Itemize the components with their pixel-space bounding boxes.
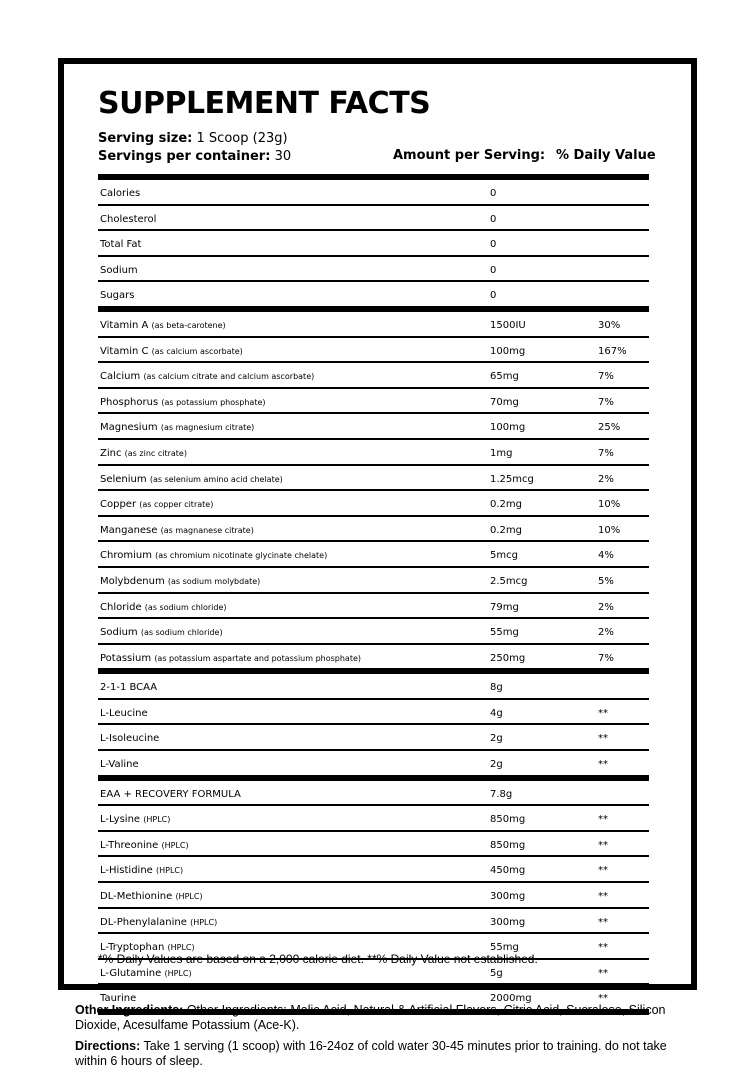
nutrient-name	[100, 891, 203, 902]
nutrient-label: L-Threonine	[100, 839, 159, 851]
table-row	[98, 883, 649, 909]
nutrient-source: (as sodium molybdate)	[167, 576, 261, 586]
nutrient-name	[100, 214, 156, 225]
table-row	[98, 338, 649, 364]
nutrient-name	[100, 627, 223, 638]
directions-label: Directions:	[75, 1039, 141, 1053]
nutrient-label: Sugars	[100, 290, 135, 302]
nutrient-label: L-Valine	[100, 759, 139, 771]
nutrient-amount: 850mg	[490, 814, 526, 826]
nutrient-amount: 100mg	[490, 422, 526, 434]
nutrient-label: Manganese	[100, 524, 158, 536]
nutrient-label: Chromium	[100, 550, 152, 562]
nutrient-source: (HPLC)	[190, 917, 218, 927]
nutrient-source: (as sodium chloride)	[140, 628, 223, 638]
other-ingredients	[75, 1003, 675, 1033]
nutrient-name	[100, 397, 266, 408]
nutrient-daily-value: 2%	[598, 627, 614, 639]
nutrient-daily-value: 7%	[598, 396, 614, 408]
table-row	[98, 491, 649, 517]
nutrient-daily-value: 5%	[598, 575, 614, 587]
table-row	[98, 282, 649, 312]
nutrient-amount: 0	[490, 188, 497, 199]
nutrient-name	[100, 917, 217, 928]
nutrient-amount: 0	[490, 213, 497, 225]
table-row	[98, 725, 649, 751]
nutrient-source: (as calcium citrate and calcium ascorbate)	[143, 372, 315, 382]
nutrient-daily-value: 25%	[598, 422, 621, 434]
nutrient-amount: 4g	[490, 707, 503, 719]
nutrient-name	[100, 188, 140, 199]
nutrient-daily-value: 167%	[598, 345, 627, 357]
nutrient-label: Phosphorus	[100, 396, 159, 408]
nutrient-amount: 5g	[490, 967, 503, 979]
nutrient-source: (HPLC)	[164, 968, 192, 978]
nutrient-label: Taurine	[100, 993, 137, 1005]
nutrient-label: L-Leucine	[100, 707, 148, 719]
nutrient-source: (HPLC)	[175, 892, 203, 902]
table-row	[98, 645, 649, 675]
nutrient-source: (as potassium phosphate)	[161, 397, 266, 407]
nutrient-source: (as copper citrate)	[139, 500, 214, 510]
nutrient-name	[100, 733, 159, 744]
daily-value-column-header: % Daily Value	[556, 148, 656, 163]
nutrient-amount: 8g	[490, 682, 503, 694]
nutrient-label: 2-1-1 BCAA	[100, 682, 158, 694]
nutrient-amount: 1500IU	[490, 319, 526, 331]
nutrient-label: Sodium	[100, 264, 138, 276]
table-row	[98, 312, 649, 338]
nutrient-source: (as sodium chloride)	[144, 602, 227, 612]
nutrient-amount: 2000mg	[490, 993, 532, 1005]
nutrient-amount: 2g	[490, 733, 503, 745]
table-row	[98, 466, 649, 492]
nutrient-name	[100, 789, 241, 800]
serving-size-value: 1 Scoop (23g)	[196, 131, 288, 146]
nutrient-amount: 450mg	[490, 865, 526, 877]
nutrient-label: Vitamin A	[100, 319, 149, 331]
nutrient-daily-value: **	[598, 759, 608, 771]
nutrient-amount: 2.5mcg	[490, 575, 528, 587]
nutrient-label: Selenium	[100, 473, 147, 485]
nutrient-amount: 70mg	[490, 396, 519, 408]
nutrient-daily-value: **	[598, 942, 608, 954]
table-row	[98, 414, 649, 440]
directions	[75, 1039, 675, 1069]
nutrient-name	[100, 371, 314, 382]
nutrient-name	[100, 320, 226, 331]
nutrient-name	[100, 499, 213, 510]
nutrient-amount: 1.25mcg	[490, 473, 534, 485]
servings-per-container	[98, 149, 291, 164]
servings-value: 30	[274, 149, 292, 164]
nutrient-amount: 55mg	[490, 942, 519, 954]
table-row	[98, 389, 649, 415]
table-row	[98, 781, 649, 807]
nutrient-amount: 65mg	[490, 371, 519, 383]
table-row	[98, 206, 649, 232]
nutrient-daily-value: **	[598, 916, 608, 928]
serving-size-label: Serving size:	[98, 131, 193, 146]
table-row	[98, 517, 649, 543]
nutrient-label: L-Lysine	[100, 814, 141, 826]
table-row	[98, 180, 649, 206]
nutrient-name	[100, 759, 139, 770]
nutrient-daily-value: **	[598, 707, 608, 719]
nutrient-amount: 300mg	[490, 916, 526, 928]
nutrient-daily-value: 10%	[598, 524, 621, 536]
nutrient-source: (as calcium ascorbate)	[151, 346, 243, 356]
nutrient-amount: 7.8g	[490, 788, 513, 800]
table-row	[98, 700, 649, 726]
nutrient-source: (as magnanese citrate)	[160, 525, 254, 535]
nutrient-label: Calcium	[100, 371, 141, 383]
nutrient-source: (HPLC)	[143, 815, 171, 825]
nutrient-daily-value: 7%	[598, 371, 614, 383]
nutrient-amount: 100mg	[490, 345, 526, 357]
table-row	[98, 857, 649, 883]
table-row	[98, 806, 649, 832]
amount-column-header: Amount per Serving:	[393, 148, 546, 163]
nutrient-name	[100, 968, 192, 979]
nutrient-name	[100, 448, 187, 459]
nutrient-label: Copper	[100, 499, 137, 511]
table-row	[98, 542, 649, 568]
panel-title: SUPPLEMENT FACTS	[98, 86, 431, 121]
nutrient-daily-value: 2%	[598, 473, 614, 485]
nutrient-amount: 5mcg	[490, 550, 518, 562]
nutrient-name	[100, 265, 138, 276]
serving-size	[98, 131, 288, 146]
table-row	[98, 231, 649, 257]
nutrient-daily-value: 4%	[598, 550, 614, 562]
nutrient-label: Zinc	[100, 447, 122, 459]
other-ingredients-text: Other Ingredients: Malic Acid, Natural & Artificial Flavors, Citric Acid, Sucralose, Silicon Dioxide, Acesulfame Potassium (Ace-K).	[75, 1003, 666, 1032]
nutrient-amount: 1mg	[490, 447, 513, 459]
nutrient-source: (HPLC)	[161, 840, 189, 850]
nutrient-table	[98, 180, 649, 1015]
nutrient-name	[100, 525, 254, 536]
nutrient-source: (as potassium aspartate and potassium phosphate)	[154, 653, 362, 663]
nutrient-label: Molybdenum	[100, 575, 165, 587]
nutrient-amount: 850mg	[490, 839, 526, 851]
other-ingredients-label: Other Ingredients:	[75, 1003, 184, 1017]
nutrient-daily-value: 30%	[598, 319, 621, 331]
nutrient-amount: 0	[490, 239, 497, 251]
nutrient-amount: 250mg	[490, 652, 526, 664]
table-row	[98, 909, 649, 935]
nutrient-name	[100, 550, 327, 561]
nutrient-amount: 2g	[490, 759, 503, 771]
footnote: *% Daily Values are based on a 2,000 calorie diet. **% Daily Value not established.	[98, 952, 538, 966]
table-row	[98, 751, 649, 781]
nutrient-label: Sodium	[100, 627, 138, 639]
nutrient-daily-value: 10%	[598, 499, 621, 511]
nutrient-name	[100, 422, 254, 433]
nutrient-name	[100, 239, 141, 250]
nutrient-label: Total Fat	[100, 239, 142, 251]
nutrient-name	[100, 814, 170, 825]
table-row	[98, 674, 649, 700]
nutrient-daily-value: **	[598, 993, 608, 1005]
nutrient-name	[100, 653, 361, 664]
table-row	[98, 363, 649, 389]
nutrient-label: L-Isoleucine	[100, 733, 160, 745]
servings-label: Servings per container:	[98, 149, 271, 164]
nutrient-amount: 55mg	[490, 627, 519, 639]
nutrient-amount: 0	[490, 264, 497, 276]
table-row	[98, 568, 649, 594]
nutrient-name	[100, 840, 189, 851]
nutrient-source: (as zinc citrate)	[124, 448, 187, 458]
supplement-facts-panel	[58, 58, 697, 1005]
nutrient-amount: 0.2mg	[490, 524, 522, 536]
nutrient-daily-value: **	[598, 839, 608, 851]
nutrient-label: L-Glutamine	[100, 967, 162, 979]
nutrient-amount: 79mg	[490, 601, 519, 613]
nutrient-name	[100, 346, 243, 357]
nutrient-daily-value: 7%	[598, 652, 614, 664]
table-row	[98, 440, 649, 466]
nutrient-name	[100, 290, 134, 301]
nutrient-name	[100, 602, 227, 613]
nutrient-name	[100, 682, 157, 693]
nutrient-source: (as beta-carotene)	[151, 320, 226, 330]
nutrient-label: Vitamin C	[100, 345, 149, 357]
nutrient-label: Potassium	[100, 652, 152, 664]
nutrient-source: (HPLC)	[167, 943, 195, 953]
nutrient-amount: 0	[490, 290, 497, 302]
nutrient-daily-value: **	[598, 865, 608, 877]
nutrient-daily-value: **	[598, 891, 608, 903]
nutrient-label: Cholesterol	[100, 213, 157, 225]
nutrient-label: Chloride	[100, 601, 142, 613]
nutrient-label: Calories	[100, 188, 141, 199]
nutrient-source: (HPLC)	[156, 866, 184, 876]
nutrient-daily-value: **	[598, 733, 608, 745]
nutrient-source: (as selenium amino acid chelate)	[149, 474, 283, 484]
nutrient-daily-value: 7%	[598, 447, 614, 459]
nutrient-label: DL-Phenylalanine	[100, 916, 187, 928]
directions-text: Take 1 serving (1 scoop) with 16-24oz of cold water 30-45 minutes prior to training. do not take within 6 hours of sleep.	[75, 1039, 667, 1068]
nutrient-source: (as magnesium citrate)	[160, 423, 255, 433]
nutrient-amount: 0.2mg	[490, 499, 522, 511]
nutrient-daily-value: **	[598, 967, 608, 979]
nutrient-label: L-Histidine	[100, 865, 153, 877]
nutrient-source: (as chromium nicotinate glycinate chelate)	[155, 551, 328, 561]
nutrient-label: DL-Methionine	[100, 891, 173, 903]
table-row	[98, 257, 649, 283]
table-row	[98, 594, 649, 620]
nutrient-label: L-Tryptophan	[100, 942, 165, 954]
table-row	[98, 832, 649, 858]
nutrient-name	[100, 576, 260, 587]
nutrient-label: Magnesium	[100, 422, 158, 434]
nutrient-daily-value: 2%	[598, 601, 614, 613]
nutrient-name	[100, 474, 283, 485]
nutrient-label: EAA + RECOVERY FORMULA	[100, 788, 241, 800]
nutrient-name	[100, 708, 148, 719]
nutrient-daily-value: **	[598, 814, 608, 826]
table-row	[98, 619, 649, 645]
nutrient-name	[100, 865, 183, 876]
nutrient-amount: 300mg	[490, 891, 526, 903]
